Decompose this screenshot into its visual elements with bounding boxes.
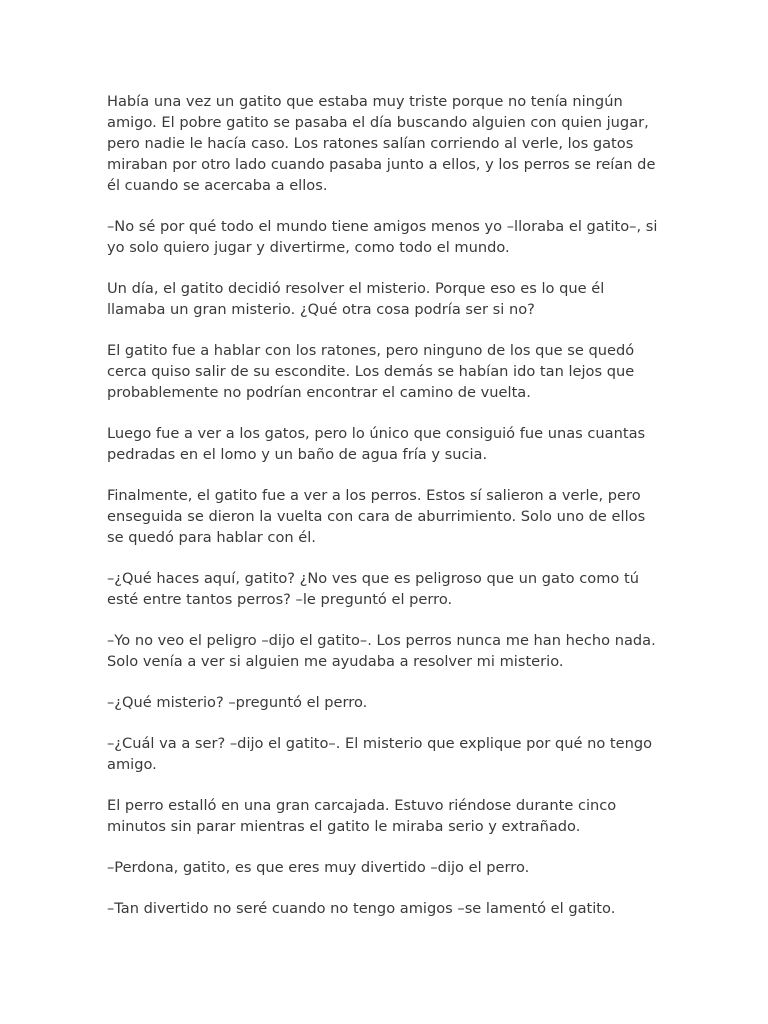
text-line: pero nadie le hacía caso. Los ratones salían corriendo al verle, los gatos [107, 135, 634, 152]
text-line: –¿Qué misterio? –preguntó el perro. [107, 694, 368, 711]
text-line: El gatito fue a hablar con los ratones, pero ninguno de los que se quedó [107, 342, 635, 359]
text-line: minutos sin parar mientras el gatito le miraba serio y extrañado. [107, 818, 581, 835]
paragraph [107, 733, 667, 775]
paragraph [107, 423, 667, 465]
paragraph [107, 692, 667, 713]
text-line: Solo venía a ver si alguien me ayudaba a resolver mi misterio. [107, 653, 564, 670]
text-line: enseguida se dieron la vuelta con cara de aburrimiento. Solo uno de ellos [107, 508, 646, 525]
paragraph [107, 857, 667, 878]
text-line: esté entre tantos perros? –le preguntó el perro. [107, 591, 453, 608]
paragraph [107, 795, 667, 837]
text-line: probablemente no podrían encontrar el camino de vuelta. [107, 384, 531, 401]
text-line: –Yo no veo el peligro –dijo el gatito–. Los perros nunca me han hecho nada. [107, 632, 656, 649]
text-line: Finalmente, el gatito fue a ver a los perros. Estos sí salieron a verle, pero [107, 487, 641, 504]
paragraph [107, 91, 667, 196]
text-line: amigo. El pobre gatito se pasaba el día buscando alguien con quien jugar, [107, 114, 649, 131]
paragraph [107, 568, 667, 610]
text-line: Luego fue a ver a los gatos, pero lo único que consiguió fue unas cuantas [107, 425, 646, 442]
paragraph [107, 898, 667, 919]
text-line: El perro estalló en una gran carcajada. Estuvo riéndose durante cinco [107, 797, 617, 814]
text-line: –¿Qué haces aquí, gatito? ¿No ves que es peligroso que un gato como tú [107, 570, 639, 587]
paragraph [107, 216, 667, 258]
text-line: –¿Cuál va a ser? –dijo el gatito–. El misterio que explique por qué no tengo [107, 735, 653, 752]
paragraph [107, 630, 667, 672]
text-line: –No sé por qué todo el mundo tiene amigos menos yo –lloraba el gatito–, si [107, 218, 658, 235]
paragraph [107, 485, 667, 548]
text-line: Había una vez un gatito que estaba muy triste porque no tenía ningún [107, 93, 623, 110]
text-line: Un día, el gatito decidió resolver el misterio. Porque eso es lo que él [107, 280, 605, 297]
text-line: –Perdona, gatito, es que eres muy divertido –dijo el perro. [107, 859, 530, 876]
paragraph [107, 278, 667, 320]
text-line: se quedó para hablar con él. [107, 529, 316, 546]
text-line: pedradas en el lomo y un baño de agua fría y sucia. [107, 446, 488, 463]
text-line: cerca quiso salir de su escondite. Los demás se habían ido tan lejos que [107, 363, 635, 380]
text-line: –Tan divertido no seré cuando no tengo amigos –se lamentó el gatito. [107, 900, 616, 917]
text-line: yo solo quiero jugar y divertirme, como todo el mundo. [107, 239, 510, 256]
text-line: él cuando se acercaba a ellos. [107, 177, 328, 194]
text-line: llamaba un gran misterio. ¿Qué otra cosa podría ser si no? [107, 301, 535, 318]
text-line: amigo. [107, 756, 157, 773]
paragraph [107, 340, 667, 403]
story-text [107, 91, 667, 939]
text-line: miraban por otro lado cuando pasaba junto a ellos, y los perros se reían de [107, 156, 656, 173]
